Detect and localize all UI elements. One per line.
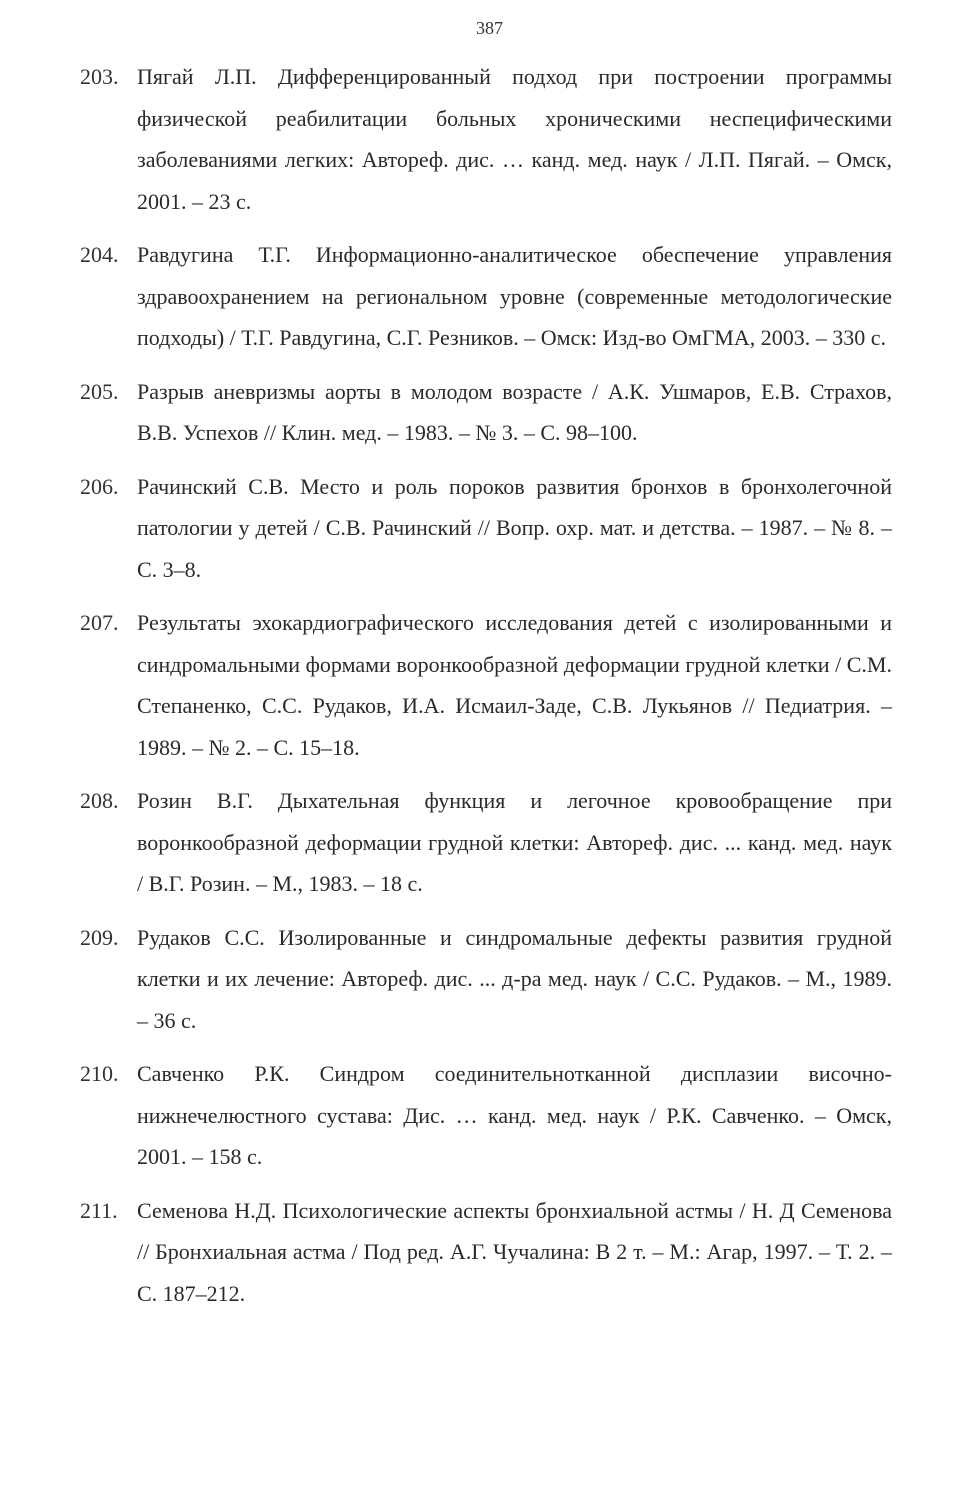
reference-number: 205. (80, 378, 119, 404)
reference-text: Равдугина Т.Г. Информационно-аналитическое обеспечение управления здравоохранением на региональном уровне (современные методологические подходы) / Т.Г. Равдугина, С.Г. Резников. – Омск: Изд-во ОмГМА, 2003. – 330 с. (137, 242, 892, 350)
reference-number: 208. (80, 788, 119, 813)
reference-number: 204. (80, 242, 119, 267)
reference-list (0, 56, 979, 1326)
reference-text: Рачинский С.В. Место и роль пороков развития бронхов в бронхолегочной патологии у детей / С.В. Рачинский // Вопр. охр. мат. и детства. – 1987. – № 8. – С. 3–8. (137, 473, 892, 582)
reference-item-206 (0, 466, 979, 591)
reference-number: 211. (80, 1197, 118, 1223)
reference-number: 203. (80, 64, 119, 89)
reference-text: Розин В.Г. Дыхательная функция и легочное кровообращение при воронкообразной деформации грудной клетки: Автореф. дис. ... канд. мед. наук / В.Г. Розин. – М., 1983. – 18 с. (137, 788, 892, 896)
reference-item-204 (0, 234, 979, 359)
reference-text: Рудаков С.С. Изолированные и синдромальные дефекты развития грудной клетки и их лечение: Автореф. дис. ... д-ра мед. наук / С.С. Рудаков. – М., 1989. – 36 с. (137, 924, 892, 1033)
reference-number: 206. (80, 473, 119, 499)
reference-text: Разрыв аневризмы аорты в молодом возрасте / А.К. Ушмаров, Е.В. Страхов, В.В. Успехов // Клин. мед. – 1983. – № 3. – С. 98–100. (137, 378, 892, 445)
page-number: 387 (476, 18, 503, 38)
reference-number: 209. (80, 924, 119, 950)
reference-item-205 (0, 371, 979, 454)
reference-item-211 (0, 1190, 979, 1315)
reference-number: 210. (80, 1061, 119, 1086)
reference-item-209 (0, 917, 979, 1042)
reference-text: Результаты эхокардиографического исследования детей с изолированными и синдромальными формами воронкообразной деформации грудной клетки / С.М. Степаненко, С.С. Рудаков, И.А. Исмаил-Заде, С.В. Лукьянов // Педиатрия. – 1989. – № 2. – С. 15–18. (137, 610, 892, 760)
reference-item-210 (0, 1053, 979, 1178)
reference-item-208 (0, 780, 979, 905)
reference-number: 207. (80, 610, 119, 635)
reference-text: Пягай Л.П. Дифференцированный подход при построении программы физической реабилитации больных хроническими неспецифическими заболеваниями легких: Автореф. дис. … канд. мед. наук / Л.П. Пягай. – Омск, 2001. – 23 с. (137, 64, 892, 214)
reference-item-203 (0, 56, 979, 222)
reference-item-207 (0, 602, 979, 768)
reference-text: Семенова Н.Д. Психологические аспекты бронхиальной астмы / Н. Д Семенова // Бронхиальная астма / Под ред. А.Г. Чучалина: В 2 т. – М.: Агар, 1997. – Т. 2. – С. 187–212. (137, 1197, 892, 1306)
reference-text: Савченко Р.К. Синдром соединительнотканной дисплазии височно-нижнечелюстного сустава: Дис. … канд. мед. наук / Р.К. Савченко. – Омск, 2001. – 158 с. (137, 1061, 892, 1169)
